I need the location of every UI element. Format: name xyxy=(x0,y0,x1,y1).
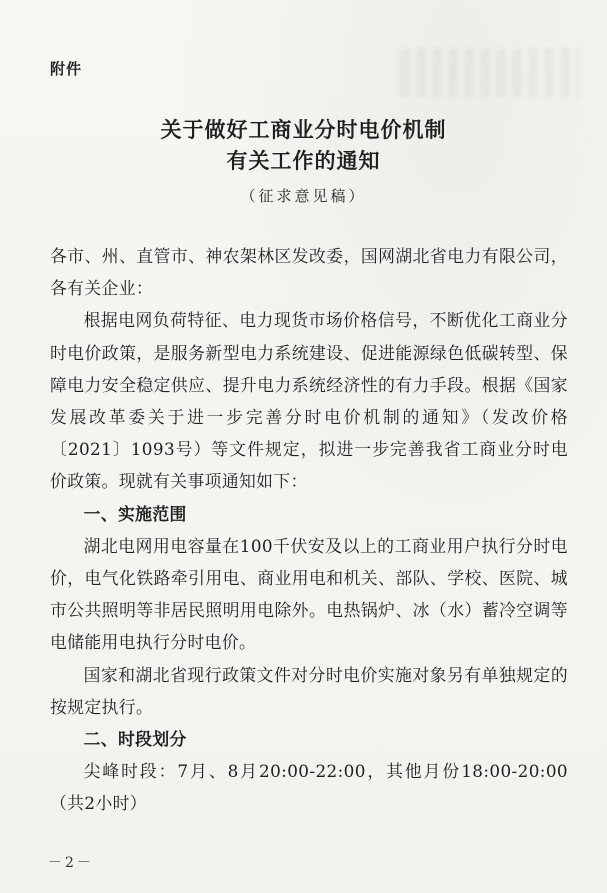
section-heading-time-periods: 二、时段划分 xyxy=(83,729,187,750)
scope-paragraph-2: 国家和湖北省现行政策文件对分时电价实施对象另有单独规定的按规定执行。 xyxy=(50,664,568,717)
section-heading-scope: 一、实施范围 xyxy=(83,503,187,524)
attachment-label: 附件 xyxy=(50,60,83,78)
bleed-through-shadow xyxy=(400,48,580,98)
addressee-paragraph: 各市、州、直管市、神农架林区发改委，国网湖北省电力有限公司，各有关企业： xyxy=(50,246,568,299)
document-title-line-1: 关于做好工商业分时电价机制 xyxy=(160,118,447,142)
page-number: －2－ xyxy=(48,855,94,871)
draft-subtitle: （征求意见稿） xyxy=(240,187,367,205)
document-body xyxy=(50,240,568,820)
document-title-line-2: 有关工作的通知 xyxy=(226,149,381,173)
scope-paragraph-1: 湖北电网用电容量在100千伏安及以上的工商业用户执行分时电价，电气化铁路牵引用电、商业用电和机关、部队、学校、医院、城市公共照明等非居民照明用电除外。电热锅炉、冰（水）蓄冷空调等电储能用电执行分时电价。 xyxy=(50,535,568,653)
intro-paragraph: 根据电网负荷特征、电力现货市场价格信号，不断优化工商业分时电价政策，是服务新型电力系统建设、促进能源绿色低碳转型、保障电力安全稳定供应、提升电力系统经济性的有力手段。根据《国家发展改革委关于进一步完善分时电价机制的通知》（发改价格〔2021〕1093号）等文件规定，拟进一步完善我省工商业分时电价政策。现就有关事项通知如下： xyxy=(50,310,568,492)
peak-period-paragraph: 尖峰时段：7月、8月20:00-22:00，其他月份18:00-20:00（共2小时） xyxy=(50,761,568,814)
